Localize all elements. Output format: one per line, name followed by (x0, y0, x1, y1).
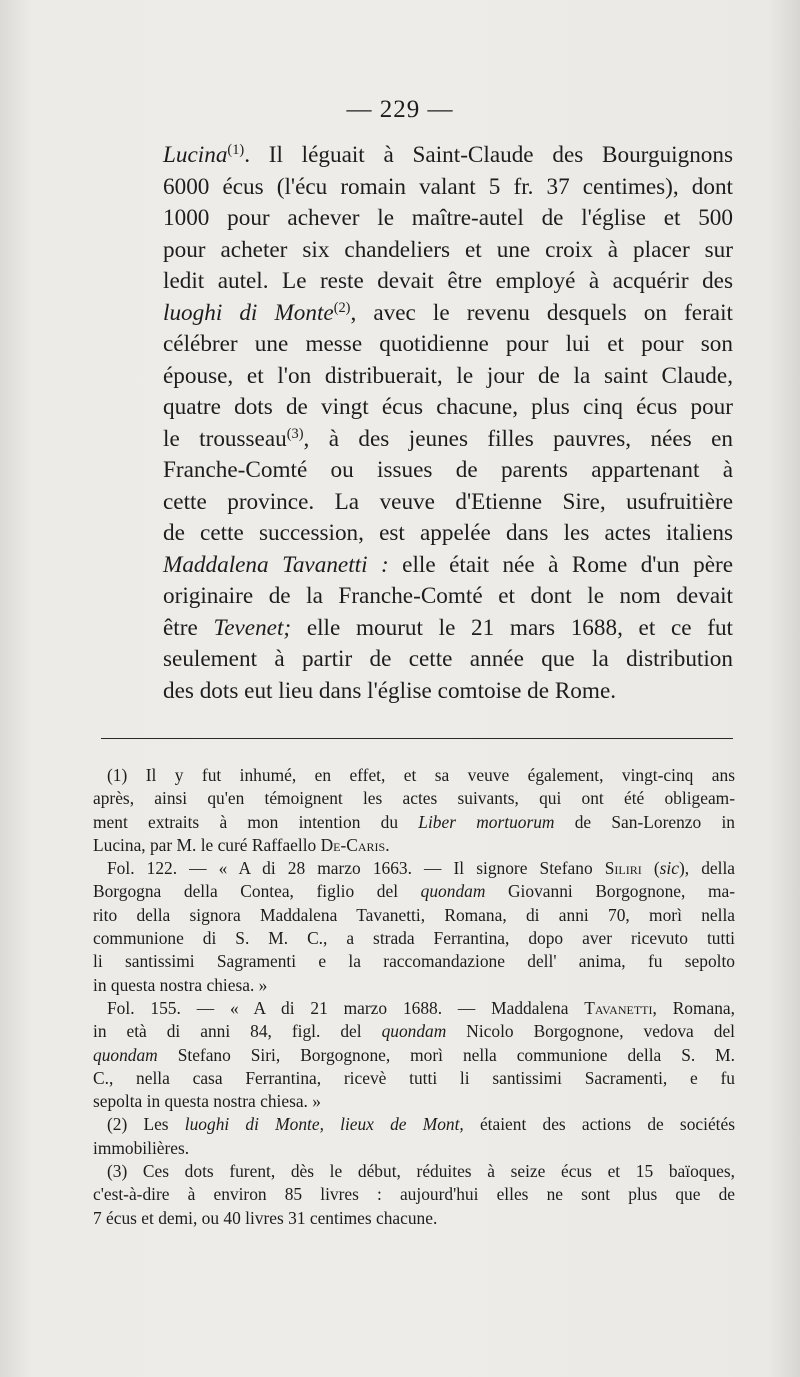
text-segment: être (163, 614, 214, 641)
text-segment: ( (641, 858, 660, 879)
footnote-line (93, 811, 735, 834)
footnote-line: sepolta in questa nostra chiesa. » (93, 1091, 321, 1112)
text-segment: , Romana, (652, 997, 735, 1018)
text-line: des dots eut lieu dans l'église comtoise de Rome. (163, 677, 617, 704)
italic-term: Lucina (163, 142, 228, 168)
italic-term: quondam (381, 1021, 447, 1042)
text-line: de cette succession, est appelée dans les actes italiens (163, 520, 733, 546)
text-line: originaire de la Franche-Comté et dont le nom devait (163, 583, 733, 609)
text-line (163, 424, 733, 456)
text-line (163, 613, 733, 645)
text-segment: (2) Les (107, 1114, 185, 1135)
footnotes (93, 764, 735, 1230)
text-line (163, 550, 733, 582)
footnote-ref: (2) (333, 299, 351, 316)
footnote-1 (93, 764, 735, 857)
text-line: pour acheter six chandeliers et une croix à placer sur (163, 236, 733, 263)
footnote-line (93, 1020, 735, 1043)
footnote-line: rito della signora Maddalena Tavanetti, Romana, di anni 70, morì nella (93, 904, 735, 925)
text-segment: , avec le revenu desquels on ferait (350, 299, 733, 326)
italic-term: Maddalena Tavanetti : (163, 551, 389, 578)
footnote-line (93, 997, 735, 1020)
footnote-separator (101, 738, 733, 739)
text-line: 1000 pour achever le maître-autel de l'église et 500 (163, 205, 733, 231)
footnote-fol-122 (93, 857, 735, 997)
text-segment: Stefano Siri, Borgognone, morì nella communione della S. M. (157, 1044, 735, 1065)
footnote-line: c'est-à-dire à environ 85 livres : aujourd'hui elles ne sont plus que de (93, 1184, 735, 1205)
footnote-2 (93, 1113, 735, 1160)
main-text (163, 140, 733, 707)
footnote-line: (3) Ces dots furent, dès le début, réduites à seize écus et 15 baïoques, (107, 1161, 735, 1182)
text-segment: in età di anni 84, figl. del (93, 1021, 382, 1042)
text-segment: Nicolo Borgognone, vedova del (446, 1021, 735, 1042)
footnote-line (93, 880, 735, 903)
footnote-line: (1) Il y fut inhumé, en effet, et sa veuve également, vingt-cinq ans (107, 765, 735, 785)
italic-term: luoghi di Monte, lieux de Mont, (184, 1114, 464, 1135)
footnote-line: immobilières. (93, 1137, 190, 1158)
footnote-line (93, 857, 735, 880)
italic-term: quondam (420, 881, 486, 902)
italic-term: Liber mortuorum (418, 811, 555, 832)
text-segment: Lucina, par M. le curé Raffaello (93, 834, 321, 855)
italic-term: quondam (93, 1044, 158, 1065)
italic-term: Tevenet; (213, 614, 292, 641)
text-line (163, 140, 733, 172)
footnote-line: in questa nostra chiesa. » (93, 974, 268, 995)
text-segment: . Il léguait à Saint-Claude des Bourguignons (244, 142, 733, 168)
text-segment: le trousseau (163, 425, 287, 452)
text-segment: de San-Lorenzo in (554, 811, 735, 832)
text-segment: Borgogna della Contea, figlio del (93, 881, 421, 902)
text-segment: étaient des actions de sociétés (463, 1114, 735, 1135)
text-segment: , à des jeunes filles pauvres, nées en (303, 425, 734, 452)
footnote-line: li santissimi Sagramenti e la raccomandazione dell' anima, fu sepolto (93, 951, 735, 972)
text-line: ledit autel. Le reste devait être employé à acquérir des (163, 268, 733, 294)
text-line: Franche-Comté ou issues de parents appartenant à (163, 457, 733, 483)
text-line: seulement à partir de cette année que la distribution (163, 646, 733, 672)
footnote-line (93, 1044, 735, 1067)
footnote-line (93, 834, 735, 857)
footnote-line: après, ainsi qu'en témoignent les actes suivants, qui ont été obligeam- (93, 788, 735, 809)
footnote-line: communione di S. M. C., a strada Ferrantina, dopo aver ricevuto tutti (93, 928, 735, 949)
italic-term: sic (659, 858, 679, 879)
small-caps-name: Siliri (604, 858, 642, 879)
footnote-ref: (1) (227, 142, 245, 159)
text-line: 6000 écus (l'écu romain valant 5 fr. 37 centimes), dont (163, 173, 733, 200)
page-number: — 229 — (346, 96, 454, 123)
text-segment: elle était née à Rome d'un père (388, 551, 734, 578)
text-segment: ment extraits à mon intention du (93, 811, 419, 832)
footnote-fol-155 (93, 997, 735, 1113)
text-segment: Fol. 122. — « A di 28 marzo 1663. — Il signore Stefano (107, 858, 605, 879)
italic-term: luoghi di Monte (163, 299, 334, 326)
text-segment: Fol. 155. — « A di 21 marzo 1688. — Maddalena (107, 997, 585, 1018)
paragraph (163, 140, 733, 707)
small-caps-name: Tavanetti (584, 997, 653, 1018)
text-line: quatre dots de vingt écus chacune, plus cinq écus pour (163, 394, 733, 420)
text-segment: ), della (678, 858, 735, 879)
text-line (163, 298, 733, 330)
text-segment: Giovanni Borgognone, ma- (485, 881, 735, 902)
text-line: célébrer une messe quotidienne pour lui et pour son (163, 331, 733, 357)
footnote-3 (93, 1160, 735, 1230)
text-line: cette province. La veuve d'Etienne Sire, usufruitière (163, 488, 733, 515)
text-segment: elle mourut le 21 mars 1688, et ce fut (291, 614, 733, 641)
footnote-line: C., nella casa Ferrantina, ricevè tutti li santissimi Sacramenti, e fu (93, 1067, 735, 1088)
text-segment: . (385, 834, 390, 855)
footnote-ref: (3) (286, 425, 304, 442)
text-line: épouse, et l'on distribuerait, le jour de la saint Claude, (163, 362, 733, 389)
small-caps-name: De-Caris (320, 834, 386, 855)
footnote-line: 7 écus et demi, ou 40 livres 31 centimes chacune. (93, 1207, 438, 1228)
footnote-line (93, 1113, 735, 1136)
